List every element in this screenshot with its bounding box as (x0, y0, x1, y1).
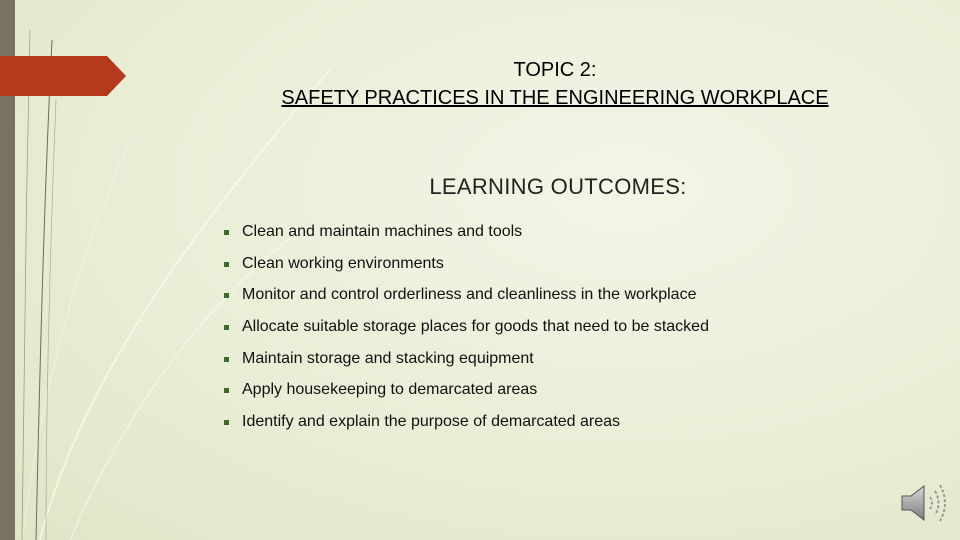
red-arrow-tab (0, 56, 126, 96)
list-item-text: Identify and explain the purpose of demarcated areas (242, 412, 621, 430)
list-item (224, 311, 709, 343)
bullet-icon (224, 357, 229, 362)
bullet-icon (224, 420, 229, 425)
title-line-2: SAFETY PRACTICES IN THE ENGINEERING WORKPLACE (281, 87, 829, 109)
bullet-icon (224, 262, 229, 267)
bullet-icon (224, 325, 229, 330)
list-item-text: Maintain storage and stacking equipment (242, 349, 534, 367)
list-item (224, 406, 709, 438)
list-item-text: Monitor and control orderliness and cleanliness in the workplace (242, 286, 697, 304)
outcomes-list (224, 216, 709, 438)
list-item (224, 279, 709, 311)
list-item (224, 374, 709, 406)
list-item-text: Clean working environments (242, 254, 444, 272)
title-line-1: TOPIC 2: (513, 59, 597, 81)
bullet-icon (224, 293, 229, 298)
list-item-text: Apply housekeeping to demarcated areas (242, 381, 538, 399)
list-item-text: Clean and maintain machines and tools (242, 222, 523, 240)
bullet-icon (224, 388, 229, 393)
list-item-text: Allocate suitable storage places for goods that need to be stacked (242, 317, 709, 335)
learning-outcomes-heading: LEARNING OUTCOMES: (429, 174, 687, 199)
list-item (224, 216, 709, 248)
list-item (224, 343, 709, 375)
slide-title (210, 56, 900, 112)
bullet-icon (224, 230, 229, 235)
list-item (224, 248, 709, 280)
speaker-icon[interactable] (898, 480, 950, 526)
